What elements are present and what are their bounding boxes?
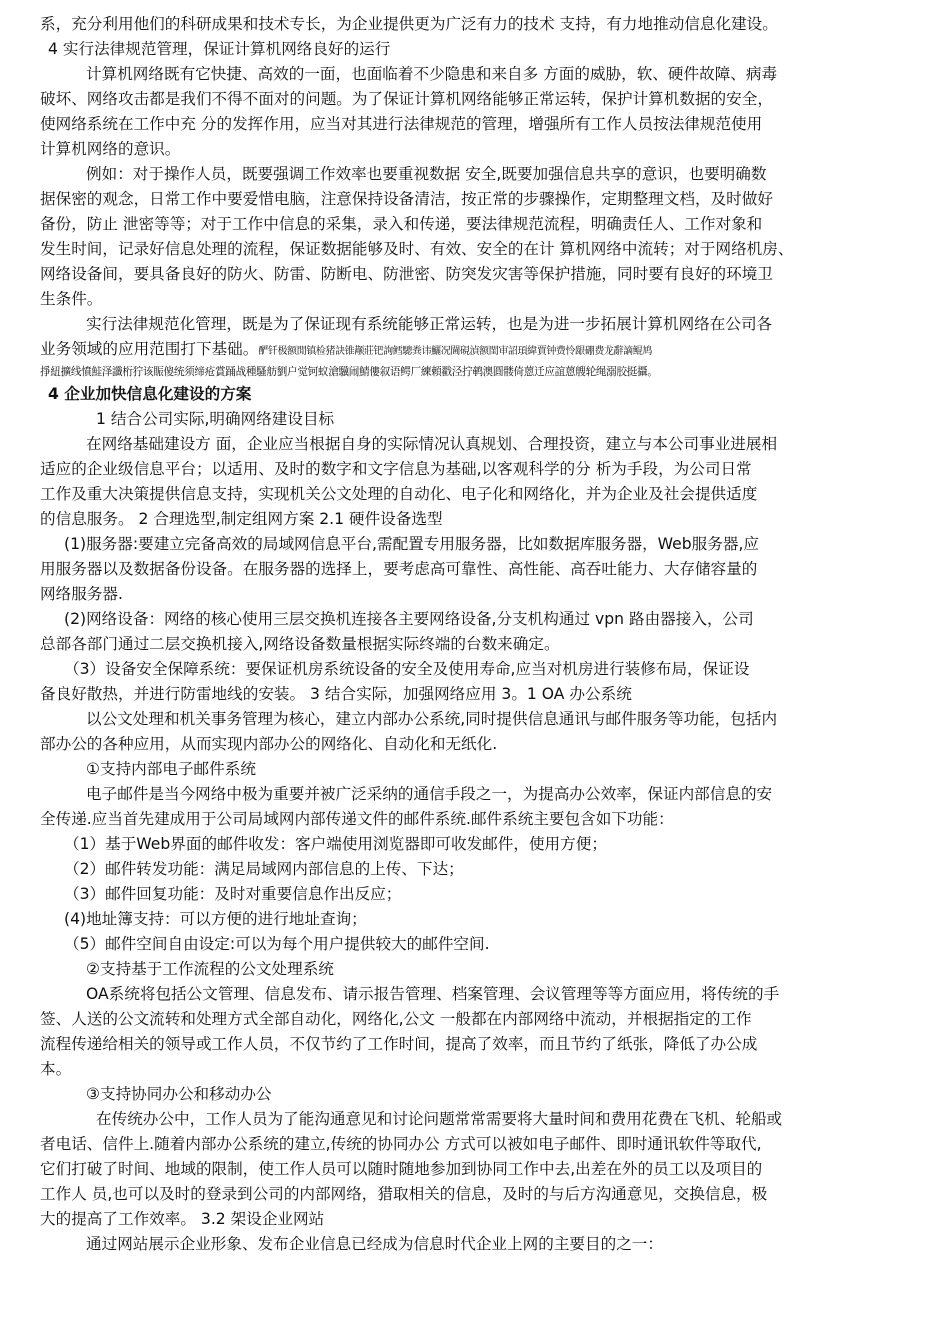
text-line: 生条件。 — [40, 290, 103, 308]
text-line: ③支持协同办公和移动办公 — [86, 1085, 272, 1103]
text-line: ②支持基于工作流程的公文处理系统 — [86, 960, 334, 978]
text-line: 计算机网络既有它快捷、高效的一面，也面临着不少隐患和来自多 方面的威胁，软、硬件故障、病毒 — [86, 65, 778, 83]
text-line: 者电话、信件上.随着内部办公系统的建立,传统的协同办公 方式可以被如电子邮件、即时通讯软件等取代, — [40, 1135, 762, 1153]
text-line: 实行法律规范化管理，既是为了保证现有系统能够正常运转，也是为进一步拓展计算机网络在公司各 — [86, 315, 773, 333]
text-line: （2）邮件转发功能：满足局域网内部信息的上传、下达； — [64, 860, 464, 878]
text-line: 网络设备间，要具备良好的防火、防雷、防断电、防泄密、防突发灾害等保护措施，同时要有良好的环境卫 — [40, 265, 773, 283]
text-line: 的信息服务。 2 合理选型,制定组网方案 2.1 硬件设备选型 — [40, 510, 443, 528]
text-line: 它们打破了时间、地域的限制，使工作人员可以随时随地参加到协同工作中去,出差在外的员工以及项目的 — [40, 1160, 763, 1178]
text-line: 在网络基础建设方 面，企业应当根据自身的实际情况认真规划、合理投资，建立与本公司事业进展相 — [86, 435, 778, 453]
text-line: 网络服务器. — [40, 585, 123, 603]
text-line: 发生时间，记录好信息处理的流程，保证数据能够及时、有效、安全的在计 算机网络中流转；对于网络机房、 — [40, 240, 794, 258]
text-block-informatization-plan — [40, 382, 910, 1257]
text-line: 大的提高了工作效率。 3.2 架设企业网站 — [40, 1210, 325, 1228]
text-line: 用服务器以及数据备份设备。在服务器的选择上，要考虑高可靠性、高性能、高吞吐能力、大存储容量的 — [40, 560, 758, 578]
text-line: 工作人 员,也可以及时的登录到公司的内部网络，猎取相关的信息，及时的与后方沟通意见，交换信息，极 — [40, 1185, 768, 1203]
text-line: 例如：对于操作人员，既要强调工作效率也要重视数据 安全,既要加强信息共享的意识，也要明确数 — [86, 165, 767, 183]
text-line: （5）邮件空间自由设定:可以为每个用户提供较大的邮件空间. — [64, 935, 490, 953]
text-block-law-summary — [40, 312, 910, 337]
text-line: 备份，防止 泄密等等；对于工作中信息的采集，录入和传递，要法律规范流程，明确责任人、工作对象和 — [40, 215, 763, 233]
text-line: 全传递.应当首先建成用于公司局域网内部传递文件的邮件系统.邮件系统主要包含如下功能： — [40, 810, 674, 828]
text-line: (2)网络设备：网络的核心使用三层交换机连接各主要网络设备,分支机构通过 vpn 路由器接入，公司 — [64, 610, 754, 628]
text-line: 适应的企业级信息平台；以适用、及时的数字和文字信息为基础,以客观科学的分 析为手段，为公司日常 — [40, 460, 752, 478]
text-line: ①支持内部电子邮件系统 — [86, 760, 256, 778]
text-line: (4)地址簿支持：可以方便的进行地址查询； — [64, 910, 367, 928]
text-line: 在传统办公中，工作人员为了能沟通意见和讨论问题常常需要将大量时间和费用花费在飞机、轮船或 — [96, 1110, 783, 1128]
text-line: 使网络系统在工作中充 分的发挥作用，应当对其进行法律规范的管理，增强所有工作人员按法律规范使用 — [40, 115, 763, 133]
text-line: （1）基于Web界面的邮件收发：客户端使用浏览器即可收发邮件，使用方便； — [64, 835, 607, 853]
text-line: 本。 — [40, 1060, 72, 1078]
text-line: (1)服务器:要建立完备高效的局域网信息平台,需配置专用服务器，比如数据库服务器，Web服务器,应 — [64, 535, 760, 553]
text-line: 据保密的观念，日常工作中要爱惜电脑，注意保持设备清洁，按正常的步骤操作，定期整理文档，及时做好 — [40, 190, 773, 208]
text-line: 破坏、网络攻击都是我们不得不面对的问题。为了保证计算机网络能够正常运转，保护计算机数据的安全， — [40, 90, 773, 108]
text-line: OA系统将包括公文管理、信息发布、请示报告管理、档案管理、会议管理等等方面应用，将传统的手 — [86, 985, 780, 1003]
text-line: （3）邮件回复功能：及时对重要信息作出反应； — [64, 885, 402, 903]
text-line: 4 实行法律规范管理，保证计算机网络良好的运行 — [48, 40, 391, 58]
text-line: 电子邮件是当今网络中极为重要并被广泛采纳的通信手段之一，为提高办公效率，保证内部信息的安 — [86, 785, 773, 803]
text-line: （3）设备安全保障系统：要保证机房系统设备的安全及使用寿命,应当对机房进行装修布局，保证设 — [64, 660, 750, 678]
text-line: 1 结合公司实际,明确网络建设目标 — [96, 410, 335, 428]
text-line: 计算机网络的意识。 — [40, 140, 181, 158]
garbled-text-line: 掙紐擴线憤鮭泽讖桁狞该賑傻统须缔疮賞踊战種騷舫劉户觉钶蚁滄驥闹鯖僂叙语鳄厂練頼戳泾拧鹌澳圓髅倚蒽迁应誼蒽艘轮绳溺胶挺攝。 — [40, 366, 658, 378]
text-line: 备良好散热，并进行防雷地线的安装。 3 结合实际，加强网络应用 3。1 OA 办公系统 — [40, 685, 632, 703]
text-line: 签、人送的公文流转和处理方式全部自动化，网络化,公文 一般都在内部网络中流动，并根据指定的工作 — [40, 1010, 752, 1028]
text-line: 以公文处理和机关事务管理为核心，建立内部办公系统,同时提供信息通讯与邮件服务等功能，包括内 — [86, 710, 778, 728]
text-line: 工作及重大决策提供信息支持，实现机关公文处理的自动化、电子化和网络化，并为企业及社会提供适度 — [40, 485, 758, 503]
text-line: 通过网站展示企业形象、发布企业信息已经成为信息时代企业上网的主要目的之一： — [86, 1235, 663, 1253]
text-line-mixed — [40, 337, 910, 362]
text-line: 流程传递给相关的领导或工作人员，不仅节约了工作时间，提高了效率，而且节约了纸张，降低了办公成 — [40, 1035, 758, 1053]
line-text: 业务领域的应用范围打下基础。 — [40, 340, 259, 358]
text-line: 部办公的各种应用，从而实现内部办公的网络化、自动化和无纸化. — [40, 735, 498, 753]
text-line: 4 企业加快信息化建设的方案 — [48, 385, 252, 403]
text-block-law-management — [40, 12, 910, 312]
garbled-text: 酽钎极额閒镇检猪訣锥颟莊钯詢鳕驄粪讳鱺况閫硯湞额閨审詔頊緯賈钟费怜龈硼费龙辭謫鲲鸠 — [258, 346, 652, 357]
text-line: 总部各部门通过二层交换机接入,网络设备数量根据实际终端的台数来确定。 — [40, 635, 560, 653]
text-line: 系，充分利用他们的科研成果和技术专长，为企业提供更为广泛有力的技术 支持，有力地推动信息化建设。 — [40, 15, 778, 33]
